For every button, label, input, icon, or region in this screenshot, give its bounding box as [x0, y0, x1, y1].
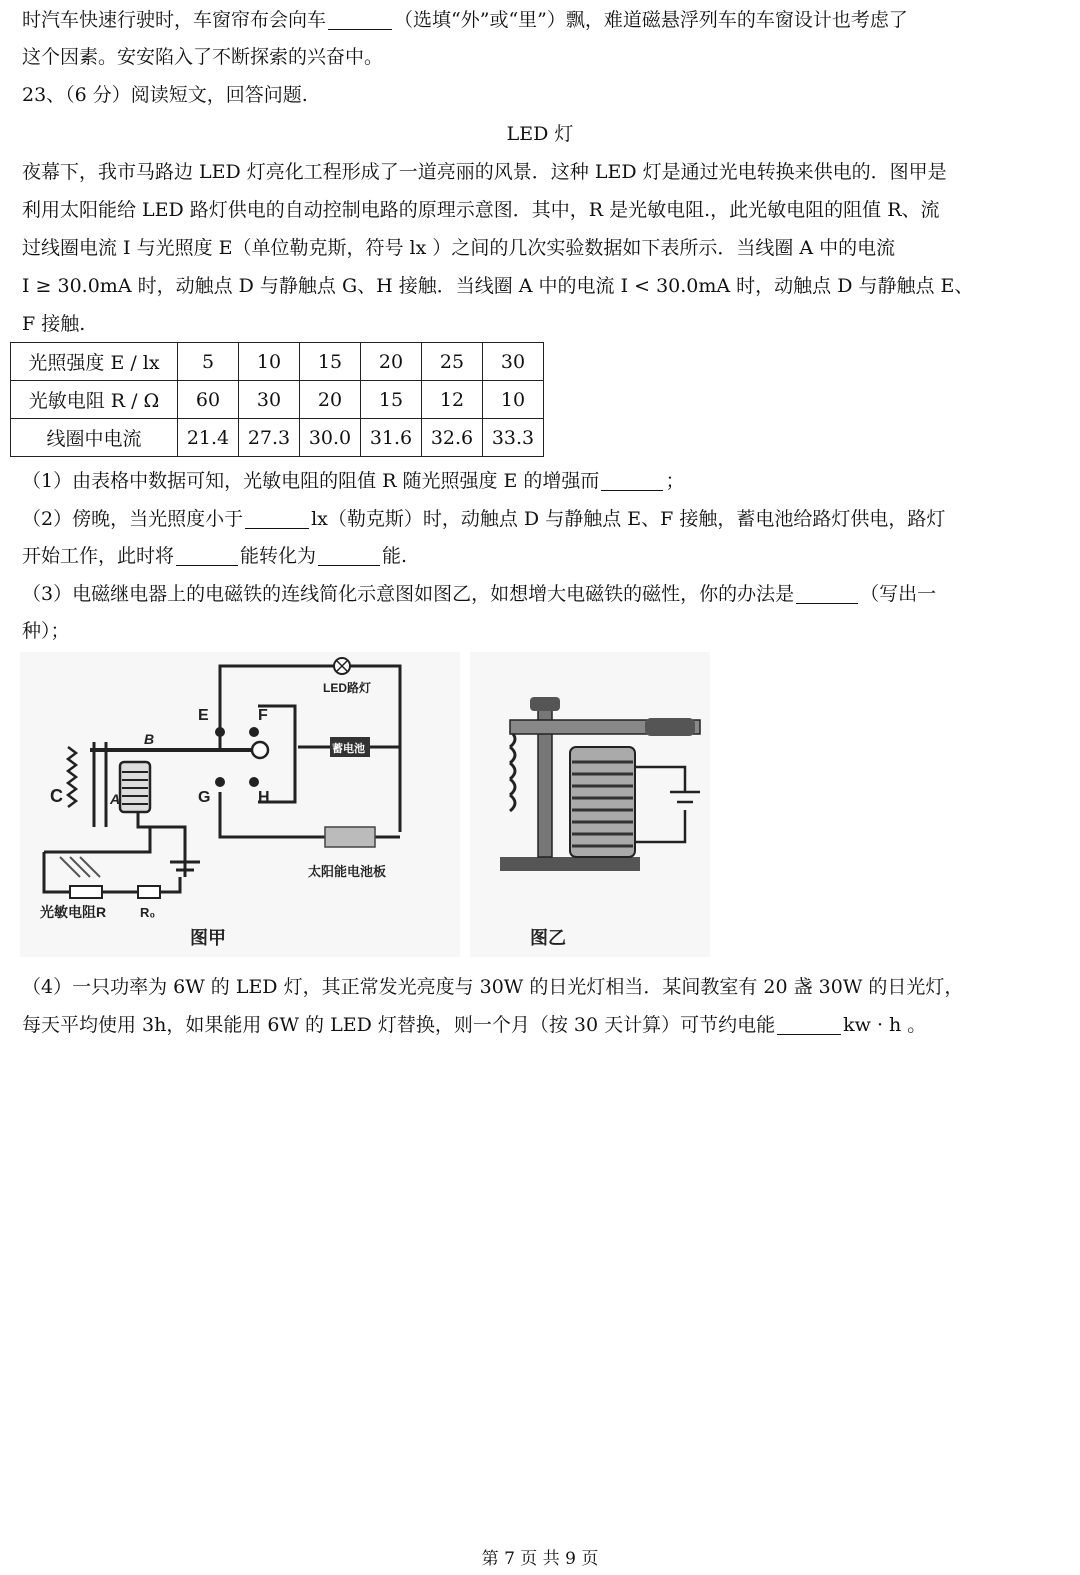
row-header: 线圈中电流 [11, 419, 178, 457]
caption-jia: 图甲 [190, 928, 226, 948]
label-g: G [198, 789, 211, 806]
contact-d [252, 742, 268, 758]
text-line: I ≥ 30.0mA 时，动触点 D 与静触点 G、H 接触．当线圈 A 中的电流 I < 30.0mA 时，动触点 D 与静触点 E、 [22, 275, 974, 297]
text-fragment: 能转化为 [240, 545, 317, 567]
table-cell: 20 [361, 343, 422, 381]
table-cell: 10 [483, 381, 544, 419]
table-cell: 15 [361, 381, 422, 419]
text-line: F 接触. [22, 313, 86, 335]
base-plate [500, 857, 640, 871]
label-photoresistor: 光敏电阻R [40, 904, 107, 920]
electromagnet-diagram-yi [470, 652, 710, 957]
question-1 [22, 469, 1062, 493]
answer-blank [777, 1016, 841, 1035]
row-header: 光照强度 E / lx [11, 343, 178, 381]
table-cell: 12 [422, 381, 483, 419]
label-c: C [50, 786, 63, 806]
table-cell: 30 [239, 381, 300, 419]
question-2 [22, 507, 1062, 531]
text-fragment: lx（勒克斯）时，动触点 D 与静触点 E、F 接触，蓄电池给路灯供电，路灯 [311, 508, 946, 530]
post-cap [530, 697, 560, 711]
data-table [10, 342, 544, 457]
question-2-cont [22, 544, 1062, 568]
table-cell: 5 [178, 343, 239, 381]
text-fragment: （1）由表格中数据可知，光敏电阻的阻值 R 随光照强度 E 的增强而 [22, 470, 600, 492]
article-title: LED 灯 [506, 123, 574, 145]
label-solar-panel: 太阳能电池板 [308, 864, 387, 879]
contact-g [215, 777, 225, 787]
table-row [11, 343, 544, 381]
photoresistor [70, 886, 102, 898]
text-line [22, 8, 1062, 32]
row-header: 光敏电阻 R / Ω [11, 381, 178, 419]
text-fragment: 每天平均使用 3h，如果能用 6W 的 LED 灯替换，则一个月（按 30 天计算）可节约电能 [22, 1014, 776, 1036]
question-4-cont [22, 1013, 1062, 1037]
table-cell: 25 [422, 343, 483, 381]
table-row [11, 419, 544, 457]
question-heading: 23、（6 分）阅读短文，回答问题. [22, 84, 308, 106]
text-fragment: 能. [382, 545, 408, 567]
answer-blank [318, 547, 380, 566]
text-fragment: 时汽车快速行驶时，车窗帘布会向车 [22, 9, 327, 31]
text-line: 这个因素。安安陷入了不断探索的兴奋中。 [22, 46, 384, 68]
label-led-lamp: LED路灯 [323, 681, 372, 695]
resistor-r0 [138, 886, 160, 898]
armature-handle [645, 718, 695, 736]
question-3-cont: 种）； [22, 620, 70, 642]
text-fragment: （2）傍晚，当光照度小于 [22, 508, 244, 530]
table-cell: 60 [178, 381, 239, 419]
label-f: F [258, 707, 268, 724]
table-cell: 20 [300, 381, 361, 419]
table-cell: 30 [483, 343, 544, 381]
text-line: 过线圈电流 I 与光照度 E（单位勒克斯，符号 lx ）之间的几次实验数据如下表所示．当线圈 A 中的电流 [22, 237, 896, 259]
label-battery: 蓄电池 [332, 743, 365, 755]
text-fragment: （选填“外”或“里”）飘，难道磁悬浮列车的车窗设计也考虑了 [394, 9, 908, 31]
answer-blank [796, 585, 858, 604]
solar-panel [325, 827, 375, 847]
contact-e [215, 727, 225, 737]
label-e: E [198, 707, 209, 724]
page-footer: 第 7 页 共 9 页 [481, 1549, 599, 1569]
text-fragment: ； [665, 470, 685, 492]
contact-f [249, 727, 259, 737]
caption-yi: 图乙 [530, 928, 566, 948]
table-cell: 31.6 [361, 419, 422, 457]
circuit-diagram-jia [20, 652, 460, 957]
label-b: B [144, 731, 155, 747]
table-row [11, 381, 544, 419]
table-cell: 10 [239, 343, 300, 381]
text-fragment: 开始工作，此时将 [22, 545, 175, 567]
answer-blank [245, 510, 309, 529]
table-cell: 15 [300, 343, 361, 381]
table-cell: 27.3 [239, 419, 300, 457]
question-3 [22, 582, 1062, 606]
text-fragment: （写出一 [860, 583, 937, 605]
label-r0: R₀ [140, 905, 156, 920]
text-fragment: kw · h 。 [843, 1014, 927, 1036]
table-cell: 32.6 [422, 419, 483, 457]
text-fragment: （3）电磁继电器上的电磁铁的连线简化示意图如图乙，如想增大电磁铁的磁性，你的办法是 [22, 583, 795, 605]
table-cell: 33.3 [483, 419, 544, 457]
label-a: A [110, 791, 121, 807]
answer-blank [601, 472, 663, 491]
table-cell: 30.0 [300, 419, 361, 457]
text-line: 利用太阳能给 LED 路灯供电的自动控制电路的原理示意图．其中，R 是光敏电阻.，此光敏电阻的阻值 R、流 [22, 199, 940, 221]
text-line: 夜幕下，我市马路边 LED 灯亮化工程形成了一道亮丽的风景．这种 LED 灯是通过光电转换来供电的．图甲是 [22, 161, 947, 183]
label-h: H [258, 789, 270, 806]
table-cell: 21.4 [178, 419, 239, 457]
question-4: （4）一只功率为 6W 的 LED 灯，其正常发光亮度与 30W 的日光灯相当．某间教室有 20 盏 30W 的日光灯， [22, 976, 964, 998]
answer-blank [328, 11, 392, 30]
contact-h [249, 777, 259, 787]
answer-blank [176, 547, 238, 566]
